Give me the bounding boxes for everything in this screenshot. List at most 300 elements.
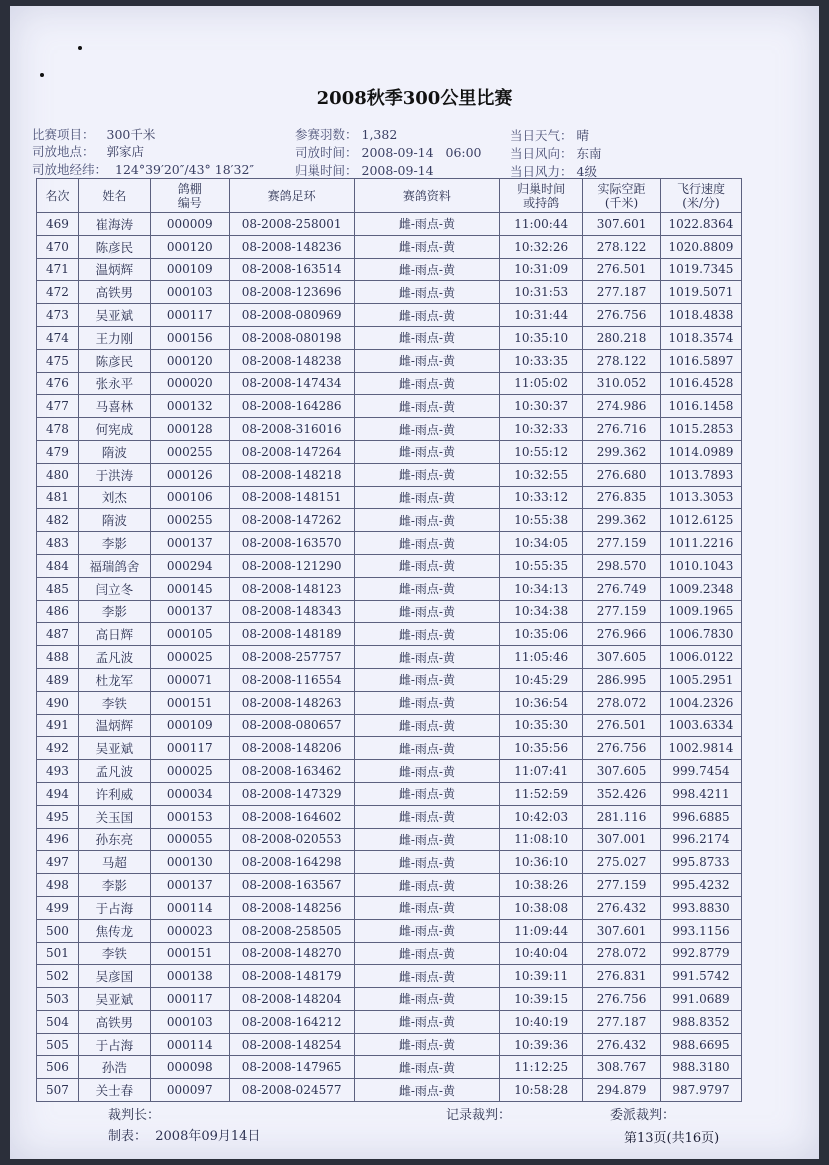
cell-distance: 275.027: [583, 851, 661, 874]
cell-loft: 000132: [150, 395, 229, 418]
cell-distance: 276.756: [583, 304, 661, 327]
cell-loft: 000020: [150, 372, 229, 395]
results-table-body: [37, 213, 742, 1102]
cell-speed: 996.6885: [660, 805, 741, 828]
cell-speed: 1013.3053: [660, 486, 741, 509]
table-header-row: [37, 179, 742, 213]
header-loft-line2: 编号: [177, 195, 202, 210]
cell-loft: 000109: [150, 258, 229, 281]
cell-loft: 000109: [150, 714, 229, 737]
table-row: [37, 942, 742, 965]
cell-name: 温炳辉: [78, 258, 150, 281]
table-row: [37, 1010, 742, 1033]
cell-distance: 298.570: [583, 554, 661, 577]
cell-time: 10:32:33: [500, 418, 583, 441]
cell-distance: 277.159: [583, 600, 661, 623]
cell-ring: 08-2008-080198: [229, 326, 354, 349]
header-bird: 赛鸽资料: [354, 179, 500, 213]
cell-time: 10:40:04: [500, 942, 583, 965]
cell-ring: 08-2008-148270: [229, 942, 354, 965]
cell-ring: 08-2008-123696: [229, 281, 354, 304]
table-row: [37, 646, 742, 669]
cell-distance: 307.605: [583, 760, 661, 783]
cell-distance: 278.072: [583, 691, 661, 714]
cell-speed: 999.7454: [660, 760, 741, 783]
cell-ring: 08-2008-148254: [229, 1033, 354, 1056]
cell-speed: 1022.8364: [660, 213, 741, 236]
cell-ring: 08-2008-147965: [229, 1056, 354, 1079]
cell-bird: 雌-雨点-黄: [354, 349, 500, 372]
cell-rank: 477: [37, 395, 79, 418]
cell-time: 10:36:10: [500, 851, 583, 874]
wind-direction-value: 东南: [576, 146, 602, 161]
header-speed-line2: (米/分): [682, 195, 720, 210]
cell-bird: 雌-雨点-黄: [354, 509, 500, 532]
cell-rank: 495: [37, 805, 79, 828]
table-row: [37, 668, 742, 691]
cell-time: 10:45:29: [500, 668, 583, 691]
cell-ring: 08-2008-163567: [229, 874, 354, 897]
cell-loft: 000009: [150, 213, 229, 236]
cell-distance: 276.756: [583, 988, 661, 1011]
cell-ring: 08-2008-116554: [229, 668, 354, 691]
cell-name: 福瑞鸽舍: [78, 554, 150, 577]
entries-value: 1,382: [361, 127, 398, 142]
cell-loft: 000126: [150, 463, 229, 486]
table-row: [37, 623, 742, 646]
record-judge-label: 记录裁判：: [446, 1108, 512, 1123]
table-row: [37, 577, 742, 600]
cell-name: 于占海: [78, 896, 150, 919]
cell-loft: 000103: [150, 281, 229, 304]
cell-rank: 499: [37, 896, 79, 919]
cell-ring: 08-2008-163570: [229, 532, 354, 555]
cell-bird: 雌-雨点-黄: [354, 851, 500, 874]
cell-time: 10:31:44: [500, 304, 583, 327]
cell-bird: 雌-雨点-黄: [354, 554, 500, 577]
cell-loft: 000130: [150, 851, 229, 874]
cell-speed: 1020.8809: [660, 235, 741, 258]
cell-rank: 490: [37, 691, 79, 714]
cell-loft: 000120: [150, 235, 229, 258]
release-time-value: 2008-09-14 06:00: [361, 145, 482, 160]
cell-time: 10:34:13: [500, 577, 583, 600]
cell-name: 李铁: [78, 691, 150, 714]
cell-rank: 492: [37, 737, 79, 760]
cell-bird: 雌-雨点-黄: [354, 988, 500, 1011]
table-row: [37, 1056, 742, 1079]
cell-speed: 991.5742: [660, 965, 741, 988]
cell-speed: 1016.1458: [660, 395, 741, 418]
table-row: [37, 851, 742, 874]
cell-bird: 雌-雨点-黄: [354, 463, 500, 486]
cell-name: 关玉国: [78, 805, 150, 828]
cell-loft: 000138: [150, 965, 229, 988]
cell-bird: 雌-雨点-黄: [354, 235, 500, 258]
cell-bird: 雌-雨点-黄: [354, 737, 500, 760]
cell-ring: 08-2008-024577: [229, 1079, 354, 1102]
cell-loft: 000255: [150, 509, 229, 532]
cell-bird: 雌-雨点-黄: [354, 691, 500, 714]
cell-bird: 雌-雨点-黄: [354, 213, 500, 236]
cell-distance: 278.122: [583, 349, 661, 372]
cell-name: 孟凡波: [78, 760, 150, 783]
cell-speed: 1018.4838: [660, 304, 741, 327]
cell-speed: 1002.9814: [660, 737, 741, 760]
cell-speed: 1016.5897: [660, 349, 741, 372]
cell-distance: 352.426: [583, 782, 661, 805]
table-row: [37, 463, 742, 486]
cell-rank: 481: [37, 486, 79, 509]
cell-name: 于洪涛: [78, 463, 150, 486]
cell-time: 10:38:26: [500, 874, 583, 897]
cell-name: 闫立冬: [78, 577, 150, 600]
table-row: [37, 235, 742, 258]
cell-rank: 486: [37, 600, 79, 623]
cell-rank: 507: [37, 1079, 79, 1102]
cell-ring: 08-2008-147434: [229, 372, 354, 395]
cell-rank: 503: [37, 988, 79, 1011]
cell-loft: 000105: [150, 623, 229, 646]
cell-speed: 1003.6334: [660, 714, 741, 737]
table-row: [37, 326, 742, 349]
cell-time: 10:35:30: [500, 714, 583, 737]
cell-bird: 雌-雨点-黄: [354, 760, 500, 783]
cell-name: 刘杰: [78, 486, 150, 509]
cell-distance: 276.835: [583, 486, 661, 509]
cell-ring: 08-2008-258505: [229, 919, 354, 942]
cell-bird: 雌-雨点-黄: [354, 326, 500, 349]
chief-judge-label: 裁判长：: [108, 1108, 161, 1123]
cell-ring: 08-2008-147264: [229, 440, 354, 463]
cell-name: 马超: [78, 851, 150, 874]
cell-name: 隋波: [78, 440, 150, 463]
cell-speed: 1019.7345: [660, 258, 741, 281]
info-weather: [510, 126, 589, 144]
cell-rank: 474: [37, 326, 79, 349]
cell-speed: 987.9797: [660, 1079, 741, 1102]
return-time-value: 2008-09-14: [361, 163, 434, 178]
cell-ring: 08-2008-080969: [229, 304, 354, 327]
cell-speed: 996.2174: [660, 828, 741, 851]
cell-loft: 000145: [150, 577, 229, 600]
page-title: 2008秋季300公里比赛: [316, 88, 513, 109]
table-row: [37, 1079, 742, 1102]
results-sheet: [10, 6, 819, 1159]
cell-bird: 雌-雨点-黄: [354, 646, 500, 669]
cell-speed: 1019.5071: [660, 281, 741, 304]
cell-name: 何宪成: [78, 418, 150, 441]
cell-name: 关士春: [78, 1079, 150, 1102]
table-row: [37, 919, 742, 942]
cell-loft: 000255: [150, 440, 229, 463]
scan-speck: [78, 46, 82, 50]
wind-force-label: 当日风力：: [510, 164, 573, 179]
cell-name: 高铁男: [78, 1010, 150, 1033]
header-time-line1: 归巢时间: [517, 181, 566, 196]
table-row: [37, 1033, 742, 1056]
cell-distance: 299.362: [583, 509, 661, 532]
cell-ring: 08-2008-164286: [229, 395, 354, 418]
cell-ring: 08-2008-148263: [229, 691, 354, 714]
table-row: [37, 554, 742, 577]
cell-bird: 雌-雨点-黄: [354, 828, 500, 851]
cell-speed: 1006.7830: [660, 623, 741, 646]
cell-distance: 278.072: [583, 942, 661, 965]
cell-name: 李影: [78, 600, 150, 623]
cell-loft: 000151: [150, 691, 229, 714]
cell-time: 10:40:19: [500, 1010, 583, 1033]
cell-time: 10:55:12: [500, 440, 583, 463]
cell-bird: 雌-雨点-黄: [354, 486, 500, 509]
cell-loft: 000097: [150, 1079, 229, 1102]
prepared-date: 制表： 2008年09月14日: [108, 1129, 261, 1144]
table-row: [37, 988, 742, 1011]
info-release-place: [32, 142, 144, 160]
cell-name: 陈彦民: [78, 235, 150, 258]
cell-loft: 000117: [150, 988, 229, 1011]
weather-label: 当日天气：: [510, 128, 573, 143]
cell-speed: 1009.1965: [660, 600, 741, 623]
header-speed-line1: 飞行速度: [676, 181, 725, 196]
header-name: 姓名: [78, 179, 150, 213]
cell-ring: 08-2008-164212: [229, 1010, 354, 1033]
cell-name: 张永平: [78, 372, 150, 395]
assigned-judge-label: 委派裁判：: [610, 1108, 676, 1123]
cell-time: 10:35:06: [500, 623, 583, 646]
cell-rank: 485: [37, 577, 79, 600]
cell-speed: 1005.2951: [660, 668, 741, 691]
cell-loft: 000137: [150, 600, 229, 623]
cell-bird: 雌-雨点-黄: [354, 965, 500, 988]
cell-distance: 276.749: [583, 577, 661, 600]
release-time-label: 司放时间：: [295, 145, 358, 160]
cell-loft: 000114: [150, 896, 229, 919]
info-return-time: [295, 161, 434, 179]
cell-distance: 276.680: [583, 463, 661, 486]
cell-name: 杜龙军: [78, 668, 150, 691]
header-distance-line1: 实际空距: [597, 181, 646, 196]
cell-loft: 000294: [150, 554, 229, 577]
header-distance-line2: (千米): [604, 195, 639, 210]
cell-ring: 08-2008-148238: [229, 349, 354, 372]
cell-name: 隋波: [78, 509, 150, 532]
cell-name: 吴彦国: [78, 965, 150, 988]
cell-loft: 000151: [150, 942, 229, 965]
cell-name: 孟凡波: [78, 646, 150, 669]
cell-name: 高日辉: [78, 623, 150, 646]
cell-loft: 000023: [150, 919, 229, 942]
table-row: [37, 532, 742, 555]
cell-ring: 08-2008-148151: [229, 486, 354, 509]
cell-name: 吴亚斌: [78, 737, 150, 760]
cell-time: 10:35:56: [500, 737, 583, 760]
cell-bird: 雌-雨点-黄: [354, 600, 500, 623]
cell-time: 10:30:37: [500, 395, 583, 418]
cell-ring: 08-2008-148204: [229, 988, 354, 1011]
cell-bird: 雌-雨点-黄: [354, 1033, 500, 1056]
cell-loft: 000120: [150, 349, 229, 372]
cell-bird: 雌-雨点-黄: [354, 418, 500, 441]
info-wind-direction: [510, 144, 602, 162]
cell-ring: 08-2008-148179: [229, 965, 354, 988]
cell-bird: 雌-雨点-黄: [354, 440, 500, 463]
cell-rank: 502: [37, 965, 79, 988]
cell-distance: 307.605: [583, 646, 661, 669]
cell-ring: 08-2008-258001: [229, 213, 354, 236]
cell-rank: 473: [37, 304, 79, 327]
cell-ring: 08-2008-163462: [229, 760, 354, 783]
cell-time: 10:32:55: [500, 463, 583, 486]
wind-direction-label: 当日风向：: [510, 146, 573, 161]
cell-name: 吴亚斌: [78, 988, 150, 1011]
cell-speed: 1013.7893: [660, 463, 741, 486]
cell-rank: 498: [37, 874, 79, 897]
cell-loft: 000156: [150, 326, 229, 349]
cell-time: 10:39:36: [500, 1033, 583, 1056]
info-entries: [295, 125, 397, 143]
cell-time: 10:55:35: [500, 554, 583, 577]
cell-name: 马喜林: [78, 395, 150, 418]
cell-rank: 472: [37, 281, 79, 304]
cell-distance: 294.879: [583, 1079, 661, 1102]
table-row: [37, 782, 742, 805]
table-row: [37, 714, 742, 737]
coordinates-label: 司放地经纬：: [32, 162, 108, 177]
table-row: [37, 691, 742, 714]
cell-time: 10:58:28: [500, 1079, 583, 1102]
cell-distance: 276.432: [583, 1033, 661, 1056]
cell-distance: 277.187: [583, 1010, 661, 1033]
cell-bird: 雌-雨点-黄: [354, 714, 500, 737]
cell-loft: 000025: [150, 646, 229, 669]
cell-ring: 08-2008-080657: [229, 714, 354, 737]
cell-speed: 993.8830: [660, 896, 741, 919]
table-row: [37, 965, 742, 988]
entries-label: 参赛羽数：: [295, 127, 358, 142]
cell-name: 吴亚斌: [78, 304, 150, 327]
cell-bird: 雌-雨点-黄: [354, 1056, 500, 1079]
cell-name: 陈彦民: [78, 349, 150, 372]
cell-rank: 479: [37, 440, 79, 463]
cell-time: 11:00:44: [500, 213, 583, 236]
cell-bird: 雌-雨点-黄: [354, 623, 500, 646]
cell-ring: 08-2008-164602: [229, 805, 354, 828]
cell-distance: 276.831: [583, 965, 661, 988]
cell-ring: 08-2008-148189: [229, 623, 354, 646]
cell-distance: 281.116: [583, 805, 661, 828]
cell-bird: 雌-雨点-黄: [354, 874, 500, 897]
cell-name: 李铁: [78, 942, 150, 965]
cell-speed: 1012.6125: [660, 509, 741, 532]
cell-time: 10:34:38: [500, 600, 583, 623]
cell-rank: 478: [37, 418, 79, 441]
cell-name: 李影: [78, 532, 150, 555]
cell-speed: 995.8733: [660, 851, 741, 874]
cell-bird: 雌-雨点-黄: [354, 304, 500, 327]
cell-speed: 993.1156: [660, 919, 741, 942]
header-distance: [583, 179, 661, 213]
cell-loft: 000137: [150, 532, 229, 555]
cell-distance: 299.362: [583, 440, 661, 463]
cell-speed: 1015.2853: [660, 418, 741, 441]
cell-time: 10:33:12: [500, 486, 583, 509]
cell-time: 10:36:54: [500, 691, 583, 714]
cell-bird: 雌-雨点-黄: [354, 281, 500, 304]
cell-rank: 491: [37, 714, 79, 737]
cell-speed: 1014.0989: [660, 440, 741, 463]
cell-time: 10:31:53: [500, 281, 583, 304]
cell-distance: 286.995: [583, 668, 661, 691]
cell-time: 10:35:10: [500, 326, 583, 349]
header-loft-line1: 鸽棚: [177, 181, 202, 196]
cell-bird: 雌-雨点-黄: [354, 372, 500, 395]
cell-loft: 000153: [150, 805, 229, 828]
cell-bird: 雌-雨点-黄: [354, 532, 500, 555]
cell-rank: 506: [37, 1056, 79, 1079]
info-race-item: [32, 125, 155, 143]
header-loft: [150, 179, 229, 213]
cell-distance: 277.159: [583, 532, 661, 555]
cell-ring: 08-2008-121290: [229, 554, 354, 577]
cell-loft: 000098: [150, 1056, 229, 1079]
cell-time: 11:08:10: [500, 828, 583, 851]
header-ring: 赛鸽足环: [229, 179, 354, 213]
cell-loft: 000034: [150, 782, 229, 805]
cell-ring: 08-2008-257757: [229, 646, 354, 669]
table-row: [37, 349, 742, 372]
cell-bird: 雌-雨点-黄: [354, 668, 500, 691]
cell-distance: 276.501: [583, 258, 661, 281]
cell-rank: 505: [37, 1033, 79, 1056]
cell-rank: 475: [37, 349, 79, 372]
race-item-label: 比赛项目：: [32, 127, 95, 142]
cell-rank: 500: [37, 919, 79, 942]
table-row: [37, 805, 742, 828]
cell-time: 10:39:11: [500, 965, 583, 988]
cell-time: 10:39:15: [500, 988, 583, 1011]
cell-time: 11:12:25: [500, 1056, 583, 1079]
cell-rank: 480: [37, 463, 79, 486]
page-number: 第13页(共16页): [624, 1131, 720, 1146]
cell-time: 10:32:26: [500, 235, 583, 258]
cell-speed: 988.8352: [660, 1010, 741, 1033]
cell-rank: 484: [37, 554, 79, 577]
cell-ring: 08-2008-148206: [229, 737, 354, 760]
cell-speed: 1006.0122: [660, 646, 741, 669]
cell-speed: 1016.4528: [660, 372, 741, 395]
table-row: [37, 418, 742, 441]
table-row: [37, 486, 742, 509]
scan-speck: [40, 73, 44, 77]
cell-name: 孙浩: [78, 1056, 150, 1079]
cell-rank: 497: [37, 851, 79, 874]
cell-loft: 000025: [150, 760, 229, 783]
coordinates-value: 124°39′20″/43° 18′32″: [115, 162, 255, 177]
cell-bird: 雌-雨点-黄: [354, 395, 500, 418]
cell-rank: 471: [37, 258, 79, 281]
cell-name: 崔海涛: [78, 213, 150, 236]
cell-speed: 1009.2348: [660, 577, 741, 600]
cell-rank: 504: [37, 1010, 79, 1033]
table-row: [37, 304, 742, 327]
table-row: [37, 372, 742, 395]
cell-bird: 雌-雨点-黄: [354, 577, 500, 600]
cell-rank: 482: [37, 509, 79, 532]
cell-rank: 489: [37, 668, 79, 691]
cell-loft: 000117: [150, 737, 229, 760]
cell-ring: 08-2008-148343: [229, 600, 354, 623]
